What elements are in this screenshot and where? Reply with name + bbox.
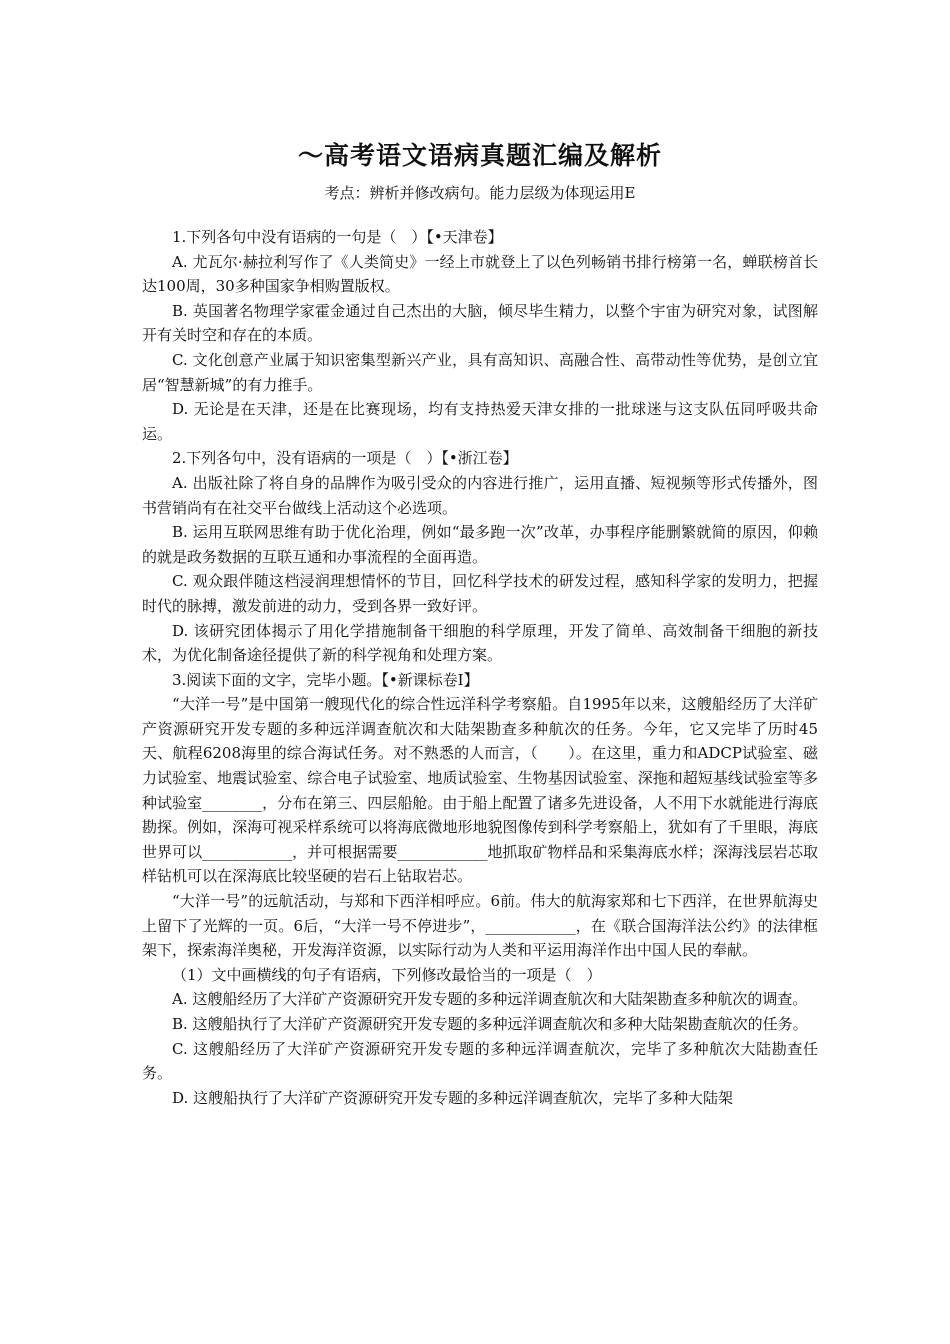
document-body: [142, 225, 818, 1110]
subquestion-1-stem: （1）文中画横线的句子有语病，下列修改最恰当的一项是（ ）: [172, 965, 602, 984]
question-2-option-a: A. 出版社除了将自身的品牌作为吸引受众的内容进行推广，运用直播、短视频等形式传播外，图书营销尚有在社交平台做线上活动这个必选项。: [142, 473, 818, 517]
question-1-stem: 1.下列各句中没有语病的一句是（ ）【•天津卷】: [172, 228, 503, 246]
subquestion-1-option-b: B. 这艘船执行了大洋矿产资源研究开发专题的多种远洋调查航次和多种大陆架勘查航次的任务。: [172, 1015, 808, 1033]
question-2-stem: 2.下列各句中，没有语病的一项是（ ）【•浙江卷】: [172, 449, 518, 468]
question-1-option-c: C. 文化创意产业属于知识密集型新兴产业，具有高知识、高融合性、高带动性等优势，是创立宜居“智慧新城”的有力推手。: [142, 350, 818, 394]
question-2-option-c: C. 观众跟伴随这档浸润理想情怀的节目，回忆科学技术的研发过程，感知科学家的发明力，把握时代的脉搏，激发前进的动力，受到各界一致好评。: [142, 572, 818, 615]
question-2-option-d: D. 该研究团体揭示了用化学措施制备干细胞的科学原理，开发了简单、高效制备干细胞的新技术，为优化制备途径提供了新的科学视角和处理方案。: [142, 621, 818, 665]
document-title: ～高考语文语病真题汇编及解析: [297, 141, 662, 170]
subquestion-1-option-c: C. 这艘船经历了大洋矿产资源研究开发专题的多种远洋调查航次，完毕了多种航次大陆勘查任务。: [142, 1039, 818, 1083]
reading-passage-paragraph-2: “大洋一号”的远航活动，与郑和下西洋相呼应。6前。伟大的航海家郑和七下西洋，在世界航海史上留下了光辉的一页。6后，“大洋一号不停进步”，____________，在《联合国海洋法公约》的法律框架下，探索海洋奥秘，开发海洋资源，以实际行动为人类和平运用海洋作出中国人民的奉献。: [142, 892, 818, 960]
reading-passage-paragraph-1: “大洋一号”是中国第一艘现代化的综合性远洋科学考察船。自1995年以来，这艘船经历了大洋矿产资源研究开发专题的多种远洋调查航次和大陆架勘查多种航次的任务。今年，它又完毕了历时45天、航程6208海里的综合海试任务。对不熟悉的人而言，（ ）。在这里，重力和ADCP试验室、磁力试验室、地震试验室、综合电子试验室、地质试验室、生物基因试验室、深拖和超短基线试验室等多种试验室________，分布在第三、四层船舱。由于船上配置了诸多先进设备，人不用下水就能进行海底勘探。例如，深海可视采样系统可以将海底微地形地貌图像传到科学考察船上，犹如有了千里眼，海底世界可以____________，并可根据需要____________地抓取矿物样品和采集海底水样；深海浅层岩芯取样钻机可以在深海底比较坚硬的岩石上钻取岩芯。: [142, 695, 818, 886]
question-1-option-b: B. 英国著名物理学家霍金通过自己杰出的大脑，倾尽毕生精力，以整个宇宙为研究对象，试图解开有关时空和存在的本质。: [142, 301, 818, 345]
question-3-stem: 3.阅读下面的文字，完毕小题。【•新课标卷Ⅰ】: [172, 670, 479, 689]
subquestion-1-option-d: D. 这艘船执行了大洋矿产资源研究开发专题的多种远洋调查航次，完毕了多种大陆架: [172, 1088, 734, 1107]
question-1-option-a: A. 尤瓦尔·赫拉利写作了《人类简史》一经上市就登上了以色列畅销书排行榜第一名，蝉联榜首长达100周，30多种国家争相购置版权。: [142, 252, 818, 296]
question-1-option-d: D. 无论是在天津，还是在比赛现场，均有支持热爱天津女排的一批球迷与这支队伍同呼吸共命运。: [142, 400, 818, 443]
question-2-option-b: B. 运用互联网思维有助于优化治理，例如“最多跑一次”改革，办事程序能删繁就简的原因，仰赖的就是政务数据的互联互通和办事流程的全面再造。: [142, 523, 818, 566]
document-subtitle: 考点：辨析并修改病句。能力层级为体现运用E: [324, 184, 636, 202]
subquestion-1-option-a: A. 这艘船经历了大洋矿产资源研究开发专题的多种远洋调查航次和大陆架勘查多种航次的调查。: [172, 990, 808, 1009]
